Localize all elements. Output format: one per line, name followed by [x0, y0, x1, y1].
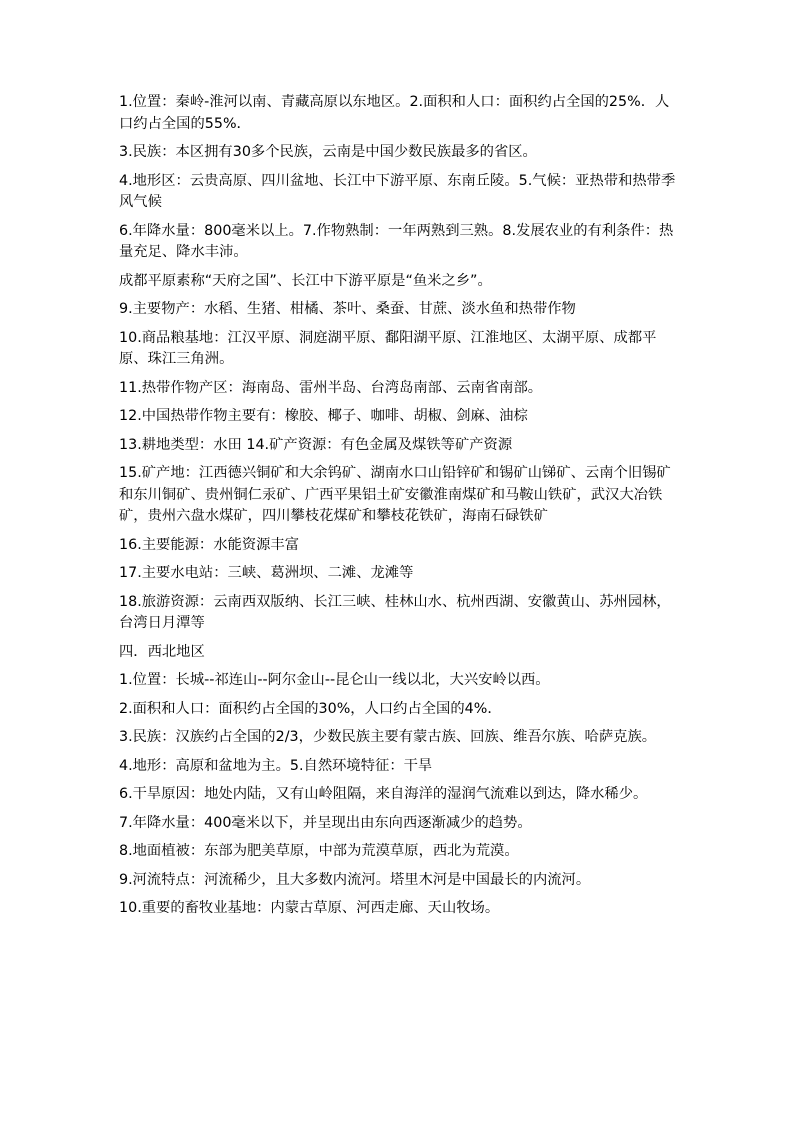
paragraph-23: 9.河流特点：河流稀少，且大多数内流河。塔里木河是中国最长的内流河。	[119, 871, 591, 888]
paragraph-11: 15.矿产地：江西德兴铜矿和大余钨矿、湖南水口山铅锌矿和锡矿山锑矿、云南个旧锡矿和东川铜矿、贵州铜仁汞矿、广西平果铝土矿安徽淮南煤矿和马鞍山铁矿，武汉大冶铁矿，贵州六盘水煤矿，四川攀枝花煤矿和攀枝花铁矿，海南石碌铁矿	[119, 465, 671, 524]
paragraph-14: 18.旅游资源：云南西双版纳、长江三峡、桂林山水、杭州西湖、安徽黄山、苏州园林，台湾日月潭等	[119, 593, 671, 631]
paragraph-17: 2.面积和人口：面积约占全国的30%，人口约占全国的4%．	[119, 700, 502, 717]
paragraph-24: 10.重要的畜牧业基地：内蒙古草原、河西走廊、天山牧场。	[119, 900, 500, 916]
paragraph-22: 8.地面植被：东部为肥美草原，中部为荒漠草原，西北为荒漠。	[119, 843, 519, 859]
paragraph-2: 3.民族：本区拥有30多个民族，云南是中国少数民族最多的省区。	[119, 144, 537, 160]
paragraph-19: 4.地形：高原和盆地为主。5.自然环境特征：干旱	[119, 757, 433, 774]
paragraph-6: 9.主要物产：水稻、生猪、柑橘、茶叶、桑蚕、甘蔗、淡水鱼和热带作物	[119, 301, 576, 317]
paragraph-8: 11.热带作物产区：海南岛、雷州半岛、台湾岛南部、云南省南部。	[119, 379, 543, 396]
paragraph-21: 7.年降水量：400毫米以下，并呈现出由东向西逐渐减少的趋势。	[119, 814, 532, 831]
document-body	[119, 92, 679, 927]
section-heading: 四．西北地区	[119, 643, 205, 660]
paragraph-16: 1.位置：长城--祁连山--阿尔金山--昆仑山一线以北，大兴安岭以西。	[119, 672, 550, 688]
paragraph-12: 16.主要能源：水能资源丰富	[119, 536, 300, 553]
paragraph-10: 13.耕地类型：水田 14.矿产资源：有色金属及煤铁等矿产资源	[119, 436, 513, 453]
paragraph-1: 1.位置：秦岭-淮河以南、青藏高原以东地区。2.面积和人口：面积约占全国的25%．人口约占全国的55%．	[119, 94, 670, 132]
paragraph-3: 4.地形区：云贵高原、四川盆地、长江中下游平原、东南丘陵。5.气候：亚热带和热带季风气候	[119, 172, 676, 210]
paragraph-4: 6.年降水量：800毫米以上。7.作物熟制：一年两熟到三熟。8.发展农业的有利条件：热量充足、降水丰沛。	[119, 222, 674, 260]
paragraph-13: 17.主要水电站：三峡、葛洲坝、二滩、龙滩等	[119, 565, 414, 581]
paragraph-9: 12.中国热带作物主要有：橡胶、椰子、咖啡、胡椒、剑麻、油棕	[119, 408, 528, 424]
paragraph-20: 6.干旱原因：地处内陆，又有山岭阻隔，来自海洋的湿润气流难以到达，降水稀少。	[119, 786, 648, 802]
paragraph-5: 成都平原素称“天府之国”、长江中下游平原是“鱼米之乡”。	[119, 272, 492, 289]
paragraph-18: 3.民族：汉族约占全国的2/3，少数民族主要有蒙古族、回族、维吾尔族、哈萨克族。	[119, 729, 657, 745]
paragraph-7: 10.商品粮基地：江汉平原、洞庭湖平原、鄱阳湖平原、江淮地区、太湖平原、成都平原、珠江三角洲。	[119, 329, 657, 367]
